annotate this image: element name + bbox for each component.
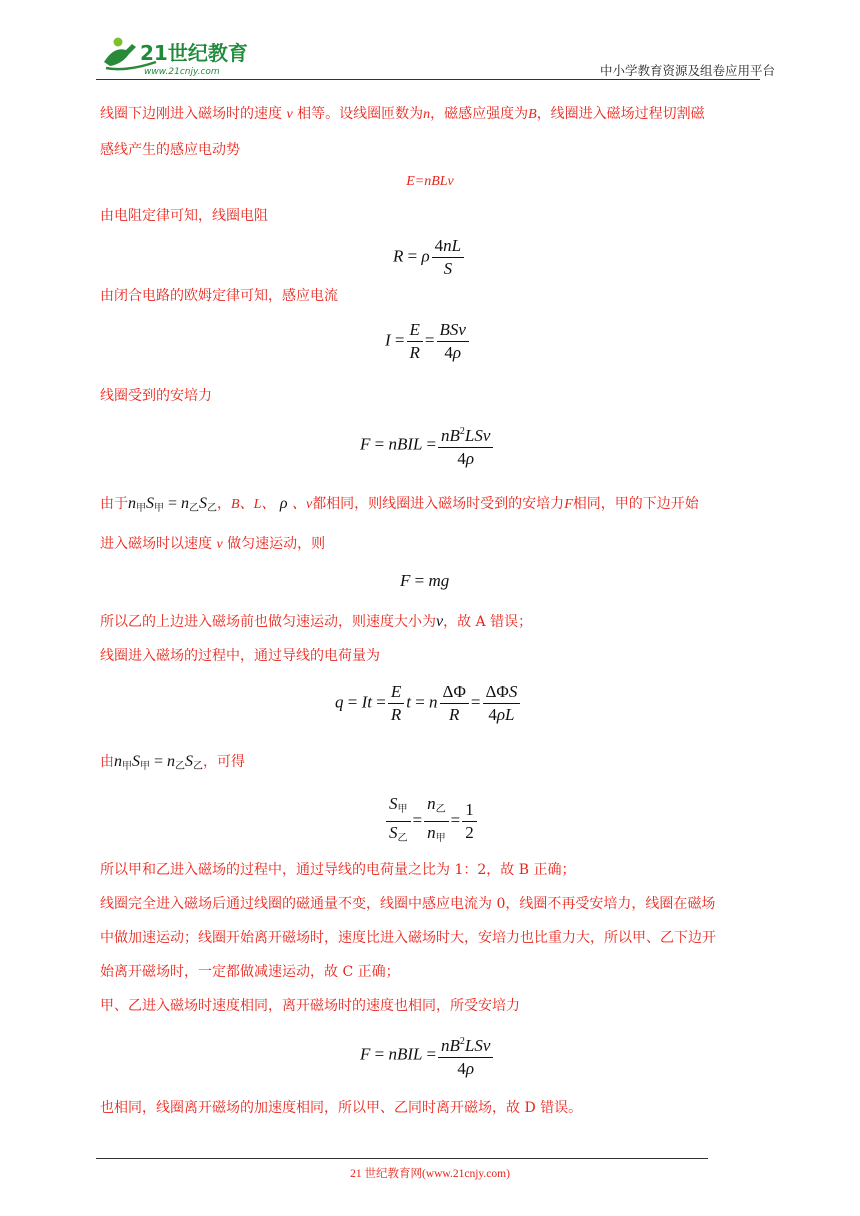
paragraph-4: 由闭合电路的欧姆定律可知，感应电流 [100,288,338,304]
paragraph-10: 由$n_甲S_甲 = n_乙S_乙$，可得 [100,753,246,772]
equation-charge: q = It = $\frac{E}{R}$ t = n $\frac{\Delta\Phi}{R}$ = $\frac{\text{ΔΦS}}{4\rho L}$ [335,682,522,725]
footer-text: 21 世纪教育网(www.21cnjy.com) [350,1168,510,1180]
paragraph-12: 线圈完全进入磁场后通过线圈的磁通量不变，线圈中感应电流为 0，线圈不再受安培力，线圈在磁场 [100,896,716,912]
footer-divider [96,1158,708,1159]
equation-gravity: F = mg [400,571,450,590]
site-logo [96,32,261,78]
svg-text:21世纪教育: 21世纪教育 [140,41,248,65]
paragraph-8: 所以乙的上边进入磁场前也做匀速运动，则速度大小为v，故 A 错误； [100,613,533,630]
equation-resistance: R = ρ $\frac{4nL}{S}$ [393,236,466,279]
paragraph-2: 感线产生的感应电动势 [100,142,240,158]
paragraph-15: 甲、乙进入磁场时速度相同，离开磁场时的速度也相同，所受安培力 [100,998,520,1014]
paragraph-1: 线圈下边刚进入磁场时的速度 v 相等。设线圈匝数为n，磁感应强度为B，线圈进入磁场过程切割磁 [100,106,705,122]
equation-force-2: F = nBIL = $\frac{nB^2LSv}{4\rho}$ [360,1032,495,1079]
paragraph-7: 进入磁场时以速度 v 做匀速运动，则 [100,536,326,552]
paragraph-13: 中做加速运动；线圈开始离开磁场时，速度比进入磁场时大，安培力也比重力大，所以甲、乙下边开 [100,930,716,946]
svg-text:www.21cnjy.com: www.21cnjy.com [144,67,220,77]
equation-emf: E=nBLv [406,174,454,189]
paragraph-11: 所以甲和乙进入磁场的过程中，通过导线的电荷量之比为 1：2，故 B 正确； [100,862,576,878]
paragraph-16: 也相同，线圈离开磁场的加速度相同，所以甲、乙同时离开磁场，故 D 错误。 [100,1100,583,1116]
paragraph-5: 线圈受到的安培力 [100,388,212,404]
paragraph-6: 由于$n_甲S_甲 = n_乙S_乙$，B、L、 ρ 、v都相同，则线圈进入磁场时受到的安培力F相同，甲的下边开始 [100,495,699,514]
header-divider [96,79,760,80]
platform-title: 中小学教育资源及组卷应用平台 [600,63,776,78]
equation-force-1: F = nBIL = $\frac{nB^2LSv}{4\rho}$ [360,422,495,469]
paragraph-3: 由电阻定律可知，线圈电阻 [100,208,268,224]
paragraph-14: 始离开磁场时，一定都做减速运动，故 C 正确； [100,964,400,980]
equation-current: I = $\frac{E}{R}$ = $\frac{\text{BSv}}{4\rho}$ [385,320,471,363]
equation-area-ratio: $\frac{S_甲}{S_乙}$ = $\frac{n_乙}{n_甲}$ = $\frac{1}{2}$ [384,794,479,849]
paragraph-9: 线圈进入磁场的过程中，通过导线的电荷量为 [100,648,380,664]
